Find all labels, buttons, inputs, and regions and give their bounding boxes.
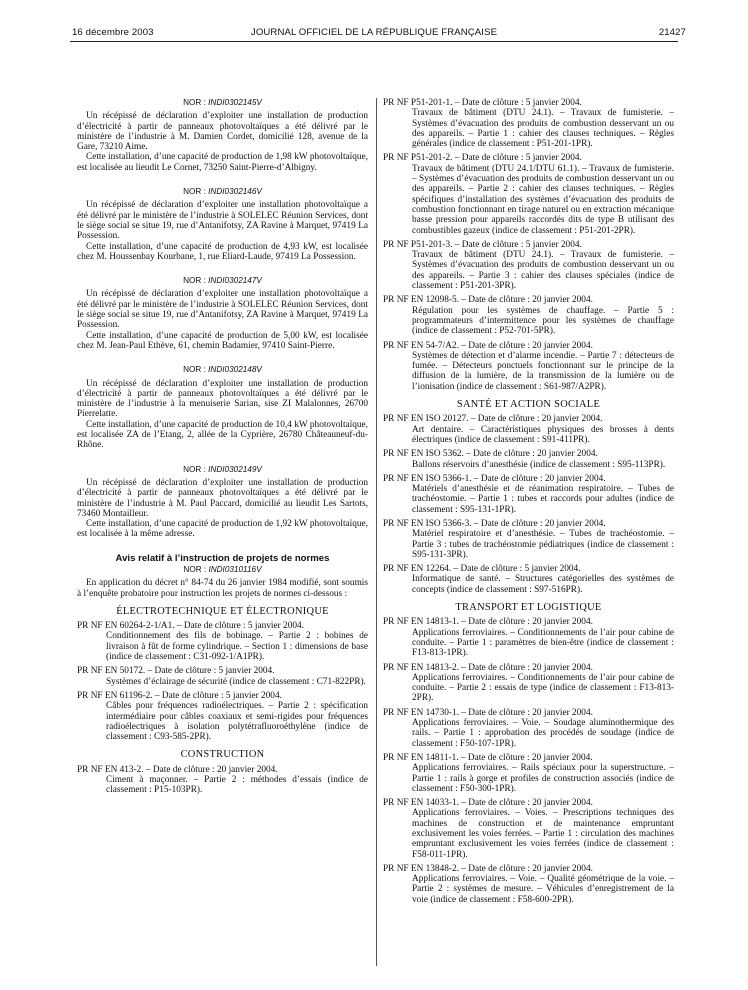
nor-code: INDI0302149V	[208, 464, 262, 474]
left-sections	[77, 607, 368, 796]
avis-notice	[77, 554, 368, 599]
standard-entry	[383, 617, 674, 658]
standard-entry	[77, 621, 368, 662]
section-title: SANTÉ ET ACTION SOCIALE	[456, 399, 601, 411]
nor-prefix: NOR :	[183, 365, 206, 375]
entry-reference: PR NF EN 60264-2-1/A1. – Date de clôture : 5 janvier 2004.	[77, 621, 304, 632]
standard-entry	[383, 663, 674, 704]
standard-entry	[383, 798, 674, 860]
entry-reference: PR NF EN ISO 5366-1. – Date de clôture : 20 janvier 2004.	[383, 473, 606, 484]
entry-description: Applications ferroviaires. – Conditionnements de l’air pour cabine de conduite. – Partie 1 : paramètres de bien-être (indice de classement : F13-813-1PR).	[412, 627, 674, 659]
entry-reference: PR NF EN 12264. – Date de clôture : 5 janvier 2004.	[383, 564, 581, 575]
standard-entry	[383, 341, 674, 392]
entry-description: Ballons réservoirs d’anesthésie (indice de classement : S95-113PR).	[412, 459, 666, 470]
standard-entry	[383, 519, 674, 560]
entry-description: Applications ferroviaires. – Voies. – Prescriptions techniques des machines de construction et de maintenance empruntant exclusivement les voies ferrées. – Partie 1 : circulation des machines empruntant exclusivement les voies ferrées (indice de classement : F58-011-1PR).	[412, 808, 674, 860]
standard-entry	[383, 449, 674, 470]
nor-prefix: NOR :	[183, 187, 206, 197]
declaration-paragraph: Un récépissé de déclaration d’exploiter une installation de production d’électricité à partir de panneaux photovoltaïques a été délivré par le ministère de l’industrie à M. Paul Paccard, domicilié au lieudit Les Sartots, 73460 Montailleur.	[77, 477, 368, 519]
declaration-paragraph: Cette installation, d’une capacité de production de 5,00 kW, est localisée chez M. Jean-Paul Ethève, 61, chemin Badamier, 97410 Saint-Pierre.	[77, 330, 368, 351]
entry-description: Applications ferroviaires. – Conditionnements de l’air pour cabine de conduite. – Partie 2 : essais de type (indice de classement : F13-813-2PR).	[412, 672, 674, 704]
entry-reference: PR NF EN 12098-5. – Date de clôture : 20 janvier 2004.	[383, 295, 593, 306]
entry-reference: PR NF EN 14813-1. – Date de clôture : 20 janvier 2004.	[383, 617, 593, 628]
right-entries	[383, 98, 674, 392]
entry-reference: PR NF EN 54-7/A2. – Date de clôture : 20 janvier 2004.	[383, 340, 593, 351]
nor-prefix: NOR :	[183, 464, 206, 474]
nor-prefix: NOR :	[183, 276, 206, 286]
entry-reference: PR NF EN 61196-2. – Date de clôture : 5 janvier 2004.	[77, 690, 282, 701]
nor-prefix: NOR :	[183, 564, 207, 574]
entry-reference: PR NF EN 14811-1. – Date de clôture : 20 janvier 2004.	[383, 752, 593, 763]
standard-entry	[383, 474, 674, 515]
entry-description: Ciment à maçonner. – Partie 2 : méthodes d’essais (indice de classement : P15-103PR).	[106, 775, 368, 796]
standard-entry	[383, 240, 674, 291]
entry-reference: PR NF P51-201-1. – Date de clôture : 5 janvier 2004.	[383, 98, 582, 108]
header-rule	[70, 41, 678, 42]
entry-reference: PR NF EN 14813-2. – Date de clôture : 20 janvier 2004.	[383, 662, 593, 673]
declaration-paragraph: Un récépissé de déclaration d’exploiter une installation photovoltaïque a été délivré par le ministère de l’industrie à SOLELEC Réunion Services, dont le siège social se situe 19, rue d’Antanifotsy, ZA Ravine à Marquet, 97419 La Possession.	[77, 200, 368, 242]
standard-entry	[383, 98, 674, 149]
entry-reference: PR NF P51-201-3. – Date de clôture : 5 janvier 2004.	[383, 239, 582, 250]
entry-reference: PR NF EN 14730-1. – Date de clôture : 20 janvier 2004.	[383, 707, 593, 718]
section-title: ÉLECTROTECHNIQUE ET ÉLECTRONIQUE	[116, 605, 329, 617]
section-title: TRANSPORT ET LOGISTIQUE	[455, 602, 602, 614]
entry-description: Conditionnement des fils de bobinage. – Partie 2 : bobines de livraison à fût de forme cylindrique. – Section 1 : dimensions de base (indice de classement : C31-092-1/A1PR).	[106, 631, 368, 663]
entry-description: Travaux de bâtiment (DTU 24.1/DTU 61.1). – Travaux de fumisterie. – Systèmes d’évacuation des produits de combustion desservant un ou des appareils. – Partie 2 : cahier des clauses techniques. – Règles spécifiques d’installation des systèmes d’évacuation des produits de combustion fonctionnant en tirage naturel ou en extraction mécanique basse pression pour appareils raccordés dits de type B utilisant des combustibles gazeux (indice de classement : P51-201-2PR).	[412, 163, 674, 236]
nor-line	[77, 276, 368, 286]
header-title: JOURNAL OFFICIEL DE LA RÉPUBLIQUE FRANÇAISE	[250, 27, 498, 38]
nor-line	[77, 465, 368, 475]
entry-reference: PR NF EN ISO 20127. – Date de clôture : 20 janvier 2004.	[383, 414, 603, 425]
declaration-paragraph: Cette installation, d’une capacité de production de 10,4 kW photovoltaïque, est localisée ZA de l’Etang, 2, allée de la Cyprière, 26780 Châteauneuf-du-Rhône.	[77, 419, 368, 451]
entry-reference: PR NF EN 50172. – Date de clôture : 5 janvier 2004.	[77, 666, 275, 677]
standard-entry	[383, 708, 674, 749]
nor-prefix: NOR :	[183, 98, 206, 107]
entry-reference: PR NF EN ISO 5366-3. – Date de clôture : 20 janvier 2004.	[383, 518, 606, 529]
right-sections	[383, 400, 674, 905]
entry-description: Régulation pour les systèmes de chauffage. – Partie 5 : programmateurs d’intermittence pour les systèmes de chauffage (indice de classement : P52-701-5PR).	[412, 305, 674, 337]
section-title: CONSTRUCTION	[180, 749, 265, 761]
declaration-paragraph: Cette installation, d’une capacité de production de 1,98 kW photovoltaïque, est localisée au lieudit Le Cornet, 73250 Saint-Pierre-d’Albigny.	[77, 152, 368, 173]
nor-code: INDI0302145V	[208, 98, 262, 107]
nor-code: INDI0310116V	[208, 564, 262, 574]
avis-title: Avis relatif à l’instruction de projets de normes	[115, 552, 330, 564]
entry-reference: PR NF P51-201-2. – Date de clôture : 5 janvier 2004.	[383, 153, 582, 164]
entry-reference: PR NF EN 413-2. – Date de clôture : 20 janvier 2004.	[77, 764, 278, 775]
right-column	[383, 98, 674, 909]
entry-reference: PR NF EN 14033-1. – Date de clôture : 20 janvier 2004.	[383, 798, 593, 809]
header-date: 16 décembre 2003	[72, 27, 154, 38]
nor-code: INDI0302146V	[208, 187, 262, 197]
entry-description: Travaux de bâtiment (DTU 24.1). – Travaux de fumisterie. – Systèmes d’évacuation des produits de combustion desservant un ou des appareils. – Partie 3 : cahier des clauses spéciales (indice de classement : P51-201-3PR).	[412, 250, 674, 292]
declaration-paragraph: Cette installation, d’une capacité de production de 4,93 kW, est localisée chez M. Houssenbay Kourbane, 1, rue Eliard-Laude, 97419 La Possession.	[77, 241, 368, 262]
entry-description: Applications ferroviaires. – Rails spéciaux pour la superstructure. – Partie 1 : rails à gorge et profiles de construction associés (indice de classement : F50-300-1PR).	[412, 763, 674, 794]
avis-intro: En application du décret n° 84-74 du 26 janvier 1984 modifié, sont soumis à l’enquête probatoire pour instruction les projets de normes ci-dessous :	[77, 578, 368, 599]
entry-description: Applications ferroviaires. – Voie. – Soudage aluminothermique des rails. – Partie 1 : approbation des procédés de soudage (indice de classement : F50-107-1PR).	[412, 718, 674, 749]
nor-line	[77, 187, 368, 197]
standard-entry	[383, 414, 674, 445]
entry-reference: PR NF EN 13848-2. – Date de clôture : 20 janvier 2004.	[383, 863, 593, 874]
declaration-paragraph: Cette installation, d’une capacité de production de 1,92 kW photovoltaïque, est localisée à la même adresse.	[77, 519, 368, 540]
standard-entry	[383, 564, 674, 595]
declaration-block	[77, 465, 368, 540]
entry-description: Applications ferroviaires. – Voie. – Qualité géométrique de la voie. – Partie 2 : systèmes de mesure. – Véhicules d’enregistrement de la voie (indice de classement : F58-600-2PR).	[412, 874, 674, 905]
declaration-block	[77, 98, 368, 173]
entry-description: Matériel respiratoire et d’anesthésie. – Tubes de trachéostomie. – Partie 3 : tubes de trachéostomie pédiatriques (indice de classement : S95-131-3PR).	[412, 529, 674, 560]
standard-entry	[383, 753, 674, 794]
nor-line	[77, 365, 368, 375]
entry-description: Câbles pour fréquences radioélectriques. – Partie 2 : spécification intermédiaire pour câbles coaxiaux et semi-rigides pour fréquences radioélectriques à isolation polytétrafluoroéthylène (indice de classement : C93-585-2PR).	[106, 701, 368, 743]
standard-entry	[77, 691, 368, 742]
left-column	[77, 98, 368, 800]
standard-entry	[383, 295, 674, 336]
declaration-block	[77, 187, 368, 262]
declaration-paragraph: Un récépissé de déclaration d’exploiter une installation de production d’électricité à partir de panneaux photovoltaïques a été délivré par le ministère de l’industrie à M. Damien Cordet, domicilié 128, avenue de la Gare, 73210 Aime.	[77, 111, 368, 153]
declaration-paragraph: Un récépissé de déclaration d’exploiter une installation photovoltaïque a été délivré par le ministère de l’industrie à SOLELEC Réunion Services, dont le siège social se situe 19, rue d’Antanifotsy, ZA Ravine à Marquet, 97419 La Possession.	[77, 289, 368, 331]
entry-description: Informatique de santé. – Structures catégorielles des systèmes de concepts (indice de classement : S97-516PR).	[412, 574, 674, 595]
nor-code: INDI0302147V	[208, 276, 262, 286]
entry-description: Systèmes de détection et d’alarme incendie. – Partie 7 : détecteurs de fumée. – Détecteurs ponctuels fonctionnant sur le principe de la diffusion de la lumière, de la transmission de la lumière ou de l’ionisation (indice de classement : S61-987/A2PR).	[412, 350, 674, 392]
column-separator	[376, 98, 377, 966]
header-page-number: 21427	[658, 27, 686, 38]
nor-code: INDI0302148V	[208, 365, 262, 375]
standard-entry	[77, 666, 368, 687]
declarations	[77, 98, 368, 540]
nor-line	[77, 98, 368, 108]
declaration-paragraph: Un récépissé de déclaration d’exploiter une installation de production d’électricité à partir de panneaux photovoltaïques a été délivré par le ministère de l’industrie à la menuiserie Sarian, sise ZI Malalonnes, 26700 Pierrelatte.	[77, 378, 368, 420]
entry-description: Matériels d’anesthésie et de réanimation respiratoire. – Tubes de trachéostomie. – Partie 1 : tubes et raccords pour adultes (indice de classement : S95-131-1PR).	[412, 484, 674, 515]
entry-description: Systèmes d’éclairage de sécurité (indice de classement : C71-822PR).	[106, 676, 366, 687]
avis-nor	[77, 565, 368, 575]
entry-description: Art dentaire. – Caractéristiques physiques des brosses à dents électriques (indice de classement : S91-411PR).	[412, 424, 674, 445]
declaration-block	[77, 276, 368, 351]
entry-description: Travaux de bâtiment (DTU 24.1). – Travaux de fumisterie. – Systèmes d’évacuation des produits de combustion desservant un ou des appareils. – Partie 1 : cahier des clauses techniques. – Règles générales (indice de classement : P51-201-1PR).	[412, 108, 674, 150]
standard-entry	[383, 153, 674, 235]
standard-entry	[77, 765, 368, 796]
entry-reference: PR NF EN ISO 5362. – Date de clôture : 20 janvier 2004.	[383, 449, 598, 460]
standard-entry	[383, 864, 674, 905]
declaration-block	[77, 365, 368, 450]
